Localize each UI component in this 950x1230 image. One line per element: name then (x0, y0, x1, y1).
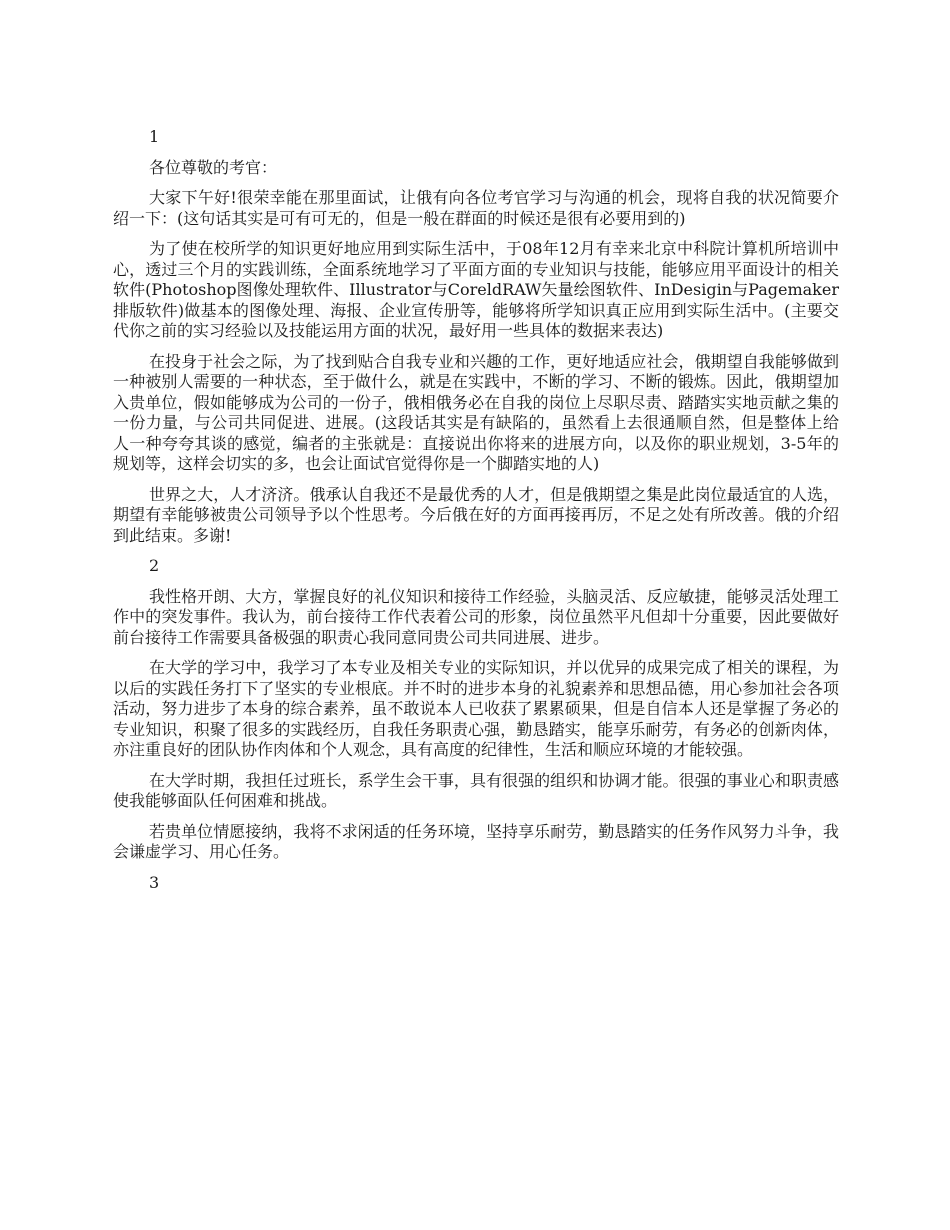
salutation: 各位尊敬的考官： (149, 157, 278, 177)
paragraph: 在大学时期，我担任过班长，系学生会干事，具有很强的组织和协调才能。很强的事业心和职责感使我能够面队任何困难和挑战。 (113, 770, 839, 810)
paragraph: 若贵单位情愿接纳，我将不求闲适的任务环境，坚持享乐耐劳，勤恳踏实的任务作风努力斗争，我会谦虚学习、用心任务。 (113, 821, 839, 861)
section-number: 3 (149, 872, 160, 892)
paragraph: 世界之大，人才济济。俄承认自我还不是最优秀的人才，但是俄期望之集是此岗位最适宜的人选，期望有幸能够被贵公司领导予以个性思考。今后俄在好的方面再接再厉，不足之处有所改善。俄的介绍到此结束。多谢! (113, 484, 839, 545)
paragraph: 为了使在校所学的知识更好地应用到实际生活中，于08年12月有幸来北京中科院计算机所培训中心，透过三个月的实践训练，全面系统地学习了平面方面的专业知识与技能，能够应用平面设计的相关软件(Photoshop图像处理软件、Illustrator与CoreldRAW矢量绘图软件、InDesigin与Pagemaker排版软件)做基本的图像处理、海报、企业宣传册等，能够将所学知识真正应用到实际生活中。(主要交代你之前的实习经验以及技能运用方面的状况，最好用一些具体的数据来表达) (113, 239, 839, 340)
section-number: 1 (149, 127, 160, 146)
paragraph: 大家下午好!很荣幸能在那里面试，让俄有向各位考官学习与沟通的机会，现将自我的状况简要介绍一下：(这句话其实是可有可无的，但是一般在群面的时候还是很有必要用到的) (113, 188, 839, 228)
document-body (113, 127, 839, 903)
paragraph: 在大学的学习中，我学习了本专业及相关专业的实际知识，并以优异的成果完成了相关的课程，为以后的实践任务打下了坚实的专业根底。并不时的进步本身的礼貌素养和思想品德，用心参加社会各项活动，努力进步了本身的综合素养，虽不敢说本人已收获了累累硕果，但是自信本人还是掌握了务必的专业知识，积聚了很多的实践经历，自我任务职责心强，勤恳踏实，能享乐耐劳，有务必的创新肉体，亦注重良好的团队协作肉体和个人观念，具有高度的纪律性，生活和顺应环境的才能较强。 (113, 658, 839, 759)
paragraph: 我性格开朗、大方，掌握良好的礼仪知识和接待工作经验，头脑灵活、反应敏捷，能够灵活处理工作中的突发事件。我认为，前台接待工作代表着公司的形象，岗位虽然平凡但却十分重要，因此要做好前台接待工作需要具备极强的职责心我同意同贵公司共同进展、进步。 (113, 586, 839, 647)
paragraph: 在投身于社会之际，为了找到贴合自我专业和兴趣的工作，更好地适应社会，俄期望自我能够做到一种被别人需要的一种状态，至于做什么，就是在实践中，不断的学习、不断的锻炼。因此，俄期望加入贵单位，假如能够成为公司的一份子，俄相俄务必在自我的岗位上尽职尽责、踏踏实实地贡献之集的一份力量，与公司共同促进、进展。(这段话其实是有缺陷的，虽然看上去很通顺自然，但是整体上给人一种夸夸其谈的感觉，编者的主张就是：直接说出你将来的进展方向，以及你的职业规划，3-5年的规划等，这样会切实的多，也会让面试官觉得你是一个脚踏实地的人) (113, 351, 839, 473)
section-number: 2 (149, 556, 160, 575)
